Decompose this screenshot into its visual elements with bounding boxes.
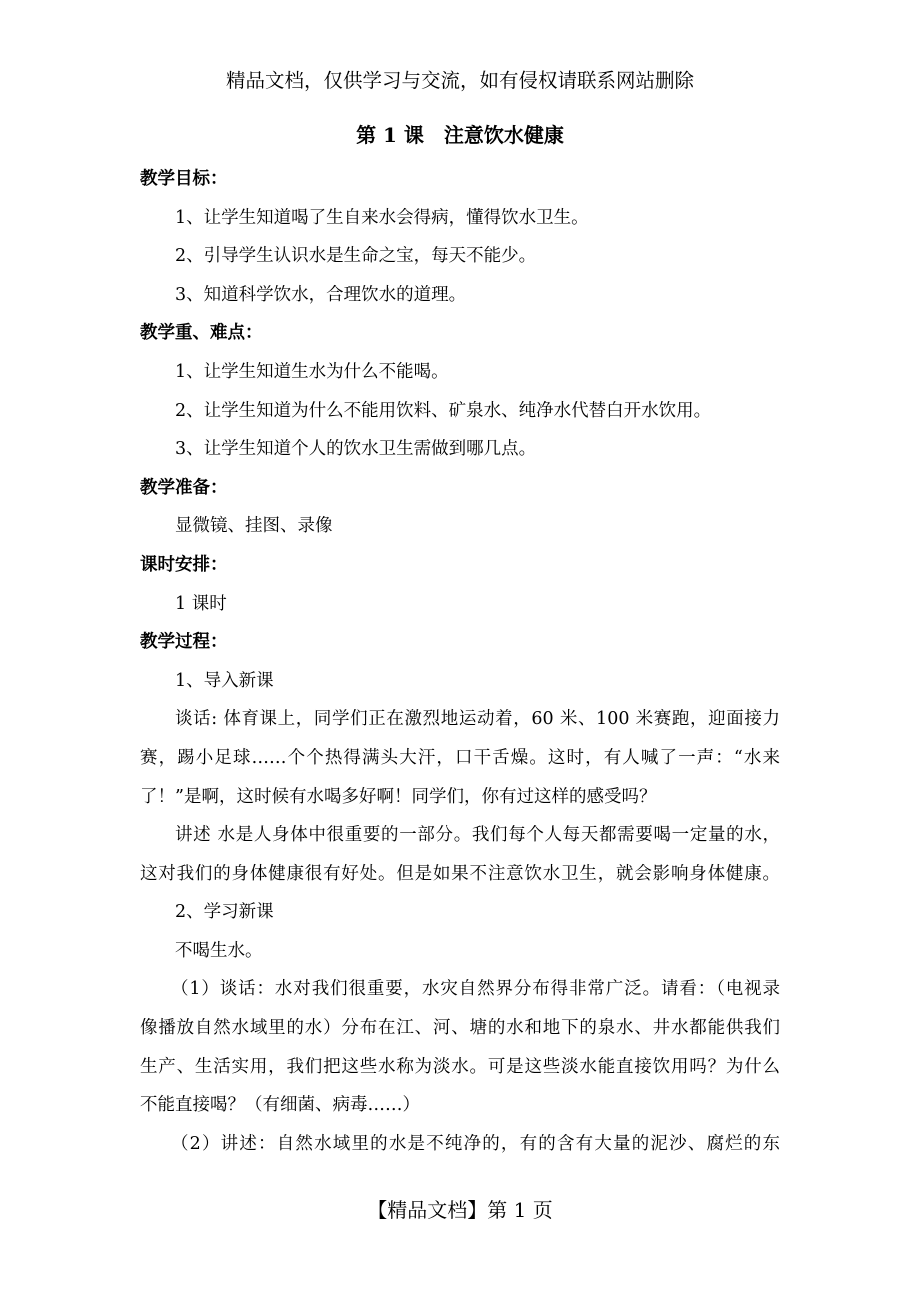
- preparation-text: 显微镜、挂图、录像: [175, 516, 333, 537]
- lesson-title: 第 1 课 注意饮水健康: [356, 123, 564, 147]
- key-point-item: 3、让学生知道个人的饮水卫生需做到哪几点。: [175, 439, 537, 460]
- page-footer: 【精品文档】第 1 页: [367, 1198, 553, 1222]
- page-header: 精品文档，仅供学习与交流，如有侵权请联系网站删除: [225, 69, 694, 92]
- schedule-text: 1 课时: [175, 593, 227, 614]
- paragraph-line: 赛，踢小足球……个个热得满头大汗，口干舌燥。这时，有人喊了一声：“水来: [140, 747, 780, 768]
- paragraph-line: （2）讲述：自然水域里的水是不纯净的，有的含有大量的泥沙、腐烂的东: [171, 1133, 780, 1154]
- paragraph-line: 像播放自然水域里的水）分布在江、河、塘的水和地下的泉水、井水都能供我们: [140, 1018, 780, 1039]
- process-step-heading: 1、导入新课: [175, 670, 274, 691]
- paragraph-line: 这对我们的身体健康很有好处。但是如果不注意饮水卫生，就会影响身体健康。: [140, 863, 780, 884]
- key-point-item: 2、让学生知道为什么不能用饮料、矿泉水、纯净水代替白开水饮用。: [175, 400, 712, 421]
- paragraph-line: 生产、生活实用，我们把这些水称为淡水。可是这些淡水能直接饮用吗？为什么: [140, 1056, 780, 1077]
- paragraph-line: 讲述 水是人身体中很重要的一部分。我们每个人每天都需要喝一定量的水，: [175, 825, 780, 846]
- objective-item: 2、引导学生认识水是生命之宝，每天不能少。: [175, 246, 537, 267]
- objective-item: 3、知道科学饮水，合理饮水的道理。: [175, 284, 467, 305]
- document-body: [140, 160, 780, 1163]
- section-heading-schedule: 课时安排：: [140, 554, 228, 575]
- section-heading-objectives: 教学目标：: [140, 169, 228, 189]
- objective-item: 1、让学生知道喝了生自来水会得病，懂得饮水卫生。: [175, 207, 589, 228]
- section-heading-process: 教学过程：: [140, 632, 228, 653]
- process-step-heading: 2、学习新课: [175, 902, 274, 923]
- section-heading-key-points: 教学重、难点：: [140, 323, 263, 344]
- subheading-text: 不喝生水。: [175, 940, 263, 961]
- paragraph-line: 不能直接喝？（有细菌、病毒……）: [140, 1095, 420, 1116]
- section-heading-preparation: 教学准备：: [140, 477, 228, 498]
- paragraph-line: 了！”是啊，这时候有水喝多好啊！同学们，你有过这样的感受吗？: [140, 786, 657, 807]
- paragraph-line: 谈话: 体育课上，同学们正在激烈地运动着，60 米、100 米赛跑，迎面接力: [175, 709, 780, 730]
- key-point-item: 1、让学生知道生水为什么不能喝。: [175, 361, 449, 382]
- paragraph-line: （1）谈话：水对我们很重要，水灾自然界分布得非常广泛。请看：（电视录: [171, 979, 780, 1000]
